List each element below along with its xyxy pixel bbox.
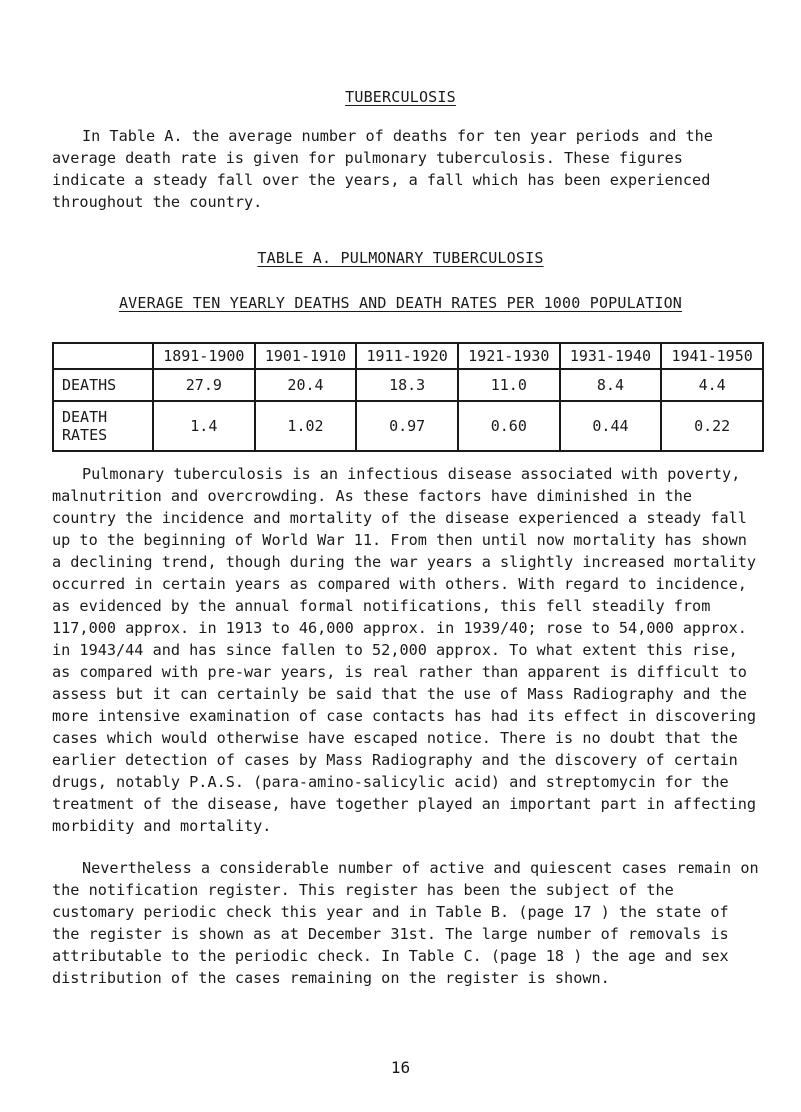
table-cell: 8.4 — [560, 369, 662, 401]
intro-paragraph: In Table A. the average number of deaths for ten year periods and the average death rate is given for pulmonary tuberculosis. These figures indicate a steady fall over the years, a fall which has been experienced throughout the country. — [52, 127, 713, 211]
table-header-row — [53, 343, 763, 369]
table-row — [53, 401, 763, 451]
table-cell: 1.02 — [255, 401, 357, 451]
column-header: 1931-1940 — [560, 343, 662, 369]
row-label: DEATH RATES — [53, 401, 153, 451]
table-subtitle: AVERAGE TEN YEARLY DEATHS AND DEATH RATES PER 1000 POPULATION — [118, 294, 683, 312]
column-header: 1911-1920 — [356, 343, 458, 369]
page-number: 16 — [390, 1058, 411, 1077]
body-paragraph-1: Pulmonary tuberculosis is an infectious disease associated with poverty, malnutrition and overcrowding. As these factors have diminished in the country the incidence and mortality of the disease experienced a steady fall up to the beginning of World War 11. From then until now mortality has shown a declining trend, though during the war years a slightly increased mortality occurred in certain years as compared with others. With regard to incidence, as evidenced by the annual formal notifications, this fell steadily from 117,000 approx. in 1913 to 46,000 approx. in 1939/40; rose to 54,000 approx. in 1943/44 and has since fallen to 52,000 approx. To what extent this rise, as compared with pre-war years, is real rather than apparent is difficult to assess but it can certainly be said that the use of Mass Radiography and the more intensive examination of case contacts has had its effect in discovering cases which would otherwise have escaped notice. There is no doubt that the earlier detection of cases by Mass Radiography and the discovery of certain drugs, notably P.A.S. (para-amino-salicylic acid) and streptomycin for the treatment of the disease, have together played an important part in affecting morbidity and mortality. — [52, 465, 757, 835]
table-cell: 18.3 — [356, 369, 458, 401]
page-title: TUBERCULOSIS — [345, 88, 456, 106]
death-rates-table — [52, 342, 764, 452]
table-cell: 0.44 — [560, 401, 662, 451]
table-cell: 20.4 — [255, 369, 357, 401]
table-title: TABLE A. PULMONARY TUBERCULOSIS — [257, 249, 544, 267]
row-label: DEATHS — [53, 369, 153, 401]
table-cell: 4.4 — [661, 369, 763, 401]
table-cell: 11.0 — [458, 369, 560, 401]
column-header: 1941-1950 — [661, 343, 763, 369]
table-cell: 0.22 — [661, 401, 763, 451]
column-header: 1891-1900 — [153, 343, 255, 369]
column-header: 1921-1930 — [458, 343, 560, 369]
table-row — [53, 369, 763, 401]
table-cell: 0.60 — [458, 401, 560, 451]
column-header: 1901-1910 — [255, 343, 357, 369]
body-paragraph-2: Nevertheless a considerable number of active and quiescent cases remain on the notification register. This register has been the subject of the customary periodic check this year and in Table B. (page 17 ) the state of the register is shown as at December 31st. The large number of removals is attributable to the periodic check. In Table C. (page 18 ) the age and sex distribution of the cases remaining on the register is shown. — [52, 859, 759, 987]
table-cell: 0.97 — [356, 401, 458, 451]
table-cell: 1.4 — [153, 401, 255, 451]
table-cell: 27.9 — [153, 369, 255, 401]
column-header — [53, 343, 153, 369]
